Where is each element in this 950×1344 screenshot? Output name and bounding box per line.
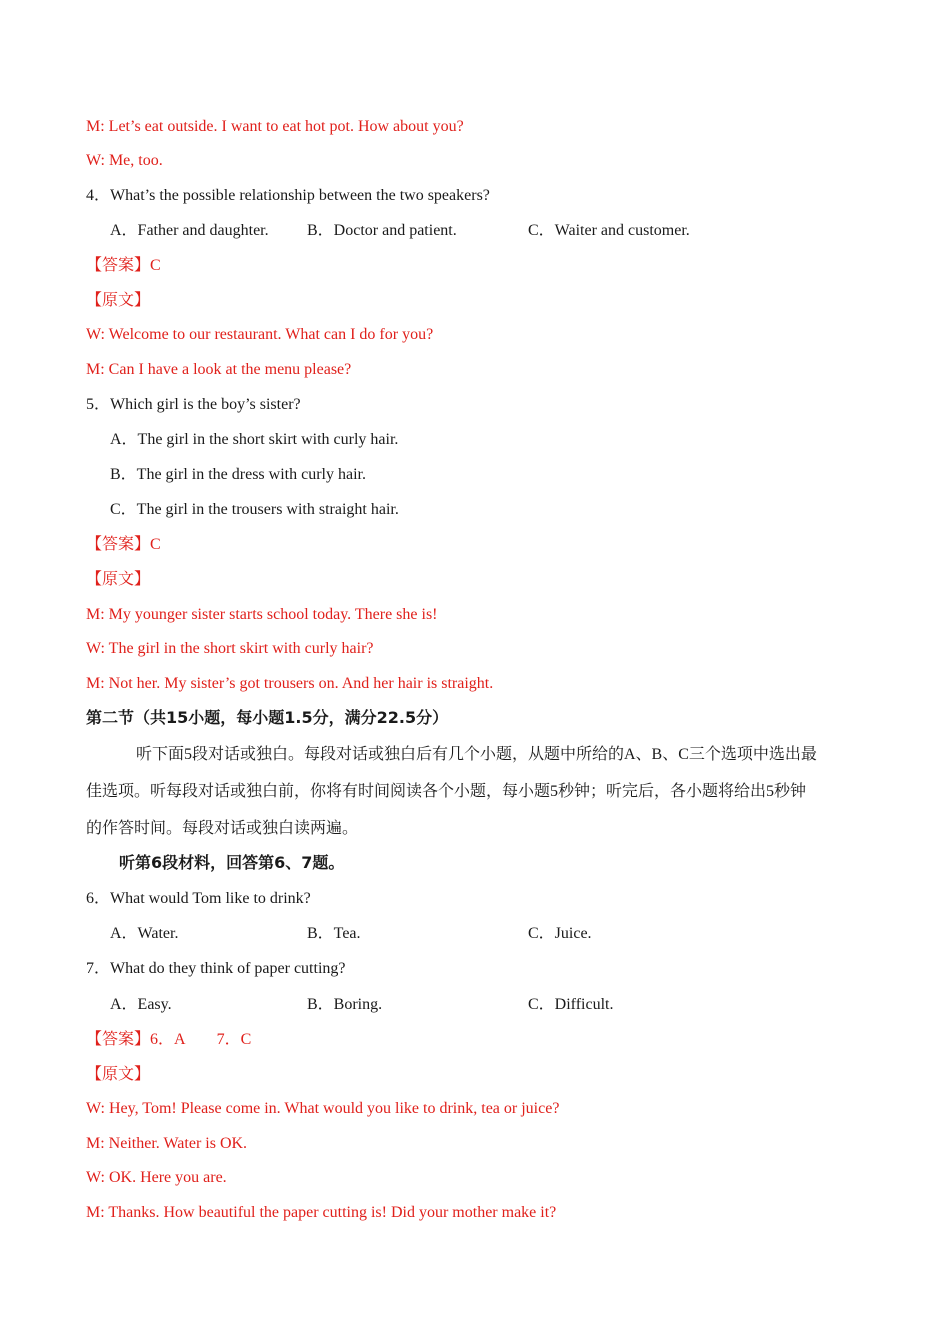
q4-option-a: A．Father and daughter. xyxy=(110,222,269,239)
instruction-line: 佳选项。听每段对话或独白前，你将有时间阅读各个小题，每小题5秒钟；听完后，各小题将给出5秒钟 xyxy=(86,783,807,800)
q6-option-c: C．Juice. xyxy=(528,925,592,942)
dialogue-line: M: My younger sister starts school today. There she is! xyxy=(86,606,438,623)
original-text-label: 【原文】 xyxy=(86,1066,151,1083)
dialogue-line: W: Me, too. xyxy=(86,152,163,169)
instruction-line: 的作答时间。每段对话或独白读两遍。 xyxy=(86,820,359,837)
q5-option-a: A．The girl in the short skirt with curly hair. xyxy=(110,431,399,448)
question-4: 4．What’s the possible relationship between the two speakers? xyxy=(86,187,490,204)
q5-option-c: C．The girl in the trousers with straight hair. xyxy=(110,501,399,518)
q4-option-b: B．Doctor and patient. xyxy=(307,222,457,239)
question-6: 6．What would Tom like to drink? xyxy=(86,890,311,907)
dialogue-line: M: Not her. My sister’s got trousers on. And her hair is straight. xyxy=(86,675,494,692)
dialogue-line: W: Welcome to our restaurant. What can I do for you? xyxy=(86,326,434,343)
question-5: 5．Which girl is the boy’s sister? xyxy=(86,396,301,413)
dialogue-line: M: Thanks. How beautiful the paper cutting is! Did your mother make it? xyxy=(86,1204,557,1221)
q6-option-b: B．Tea. xyxy=(307,925,361,942)
dialogue-line: W: The girl in the short skirt with curly hair? xyxy=(86,640,374,657)
answer-label: 【答案】C xyxy=(86,536,161,553)
dialogue-line: W: OK. Here you are. xyxy=(86,1169,227,1186)
dialogue-line: M: Let’s eat outside. I want to eat hot pot. How about you? xyxy=(86,118,464,135)
q7-option-b: B．Boring. xyxy=(307,996,383,1013)
material-heading: 听第6段材料，回答第6、7题。 xyxy=(119,853,345,872)
q7-option-a: A．Easy. xyxy=(110,996,172,1013)
dialogue-line: M: Neither. Water is OK. xyxy=(86,1135,248,1152)
dialogue-line: M: Can I have a look at the menu please? xyxy=(86,361,352,378)
q4-option-c: C．Waiter and customer. xyxy=(528,222,690,239)
answer-label: 【答案】6．A 7．C xyxy=(86,1031,252,1048)
original-text-label: 【原文】 xyxy=(86,571,151,588)
answer-label: 【答案】C xyxy=(86,257,161,274)
q5-option-b: B．The girl in the dress with curly hair. xyxy=(110,466,366,483)
instruction-line: 听下面5段对话或独白。每段对话或独白后有几个小题，从题中所给的A、B、C三个选项中选出最 xyxy=(136,746,817,763)
section-heading: 第二节（共15小题，每小题1.5分，满分22.5分） xyxy=(86,708,449,727)
question-7: 7．What do they think of paper cutting? xyxy=(86,960,346,977)
q6-option-a: A．Water. xyxy=(110,925,179,942)
original-text-label: 【原文】 xyxy=(86,292,151,309)
dialogue-line: W: Hey, Tom! Please come in. What would you like to drink, tea or juice? xyxy=(86,1100,560,1117)
q7-option-c: C．Difficult. xyxy=(528,996,614,1013)
